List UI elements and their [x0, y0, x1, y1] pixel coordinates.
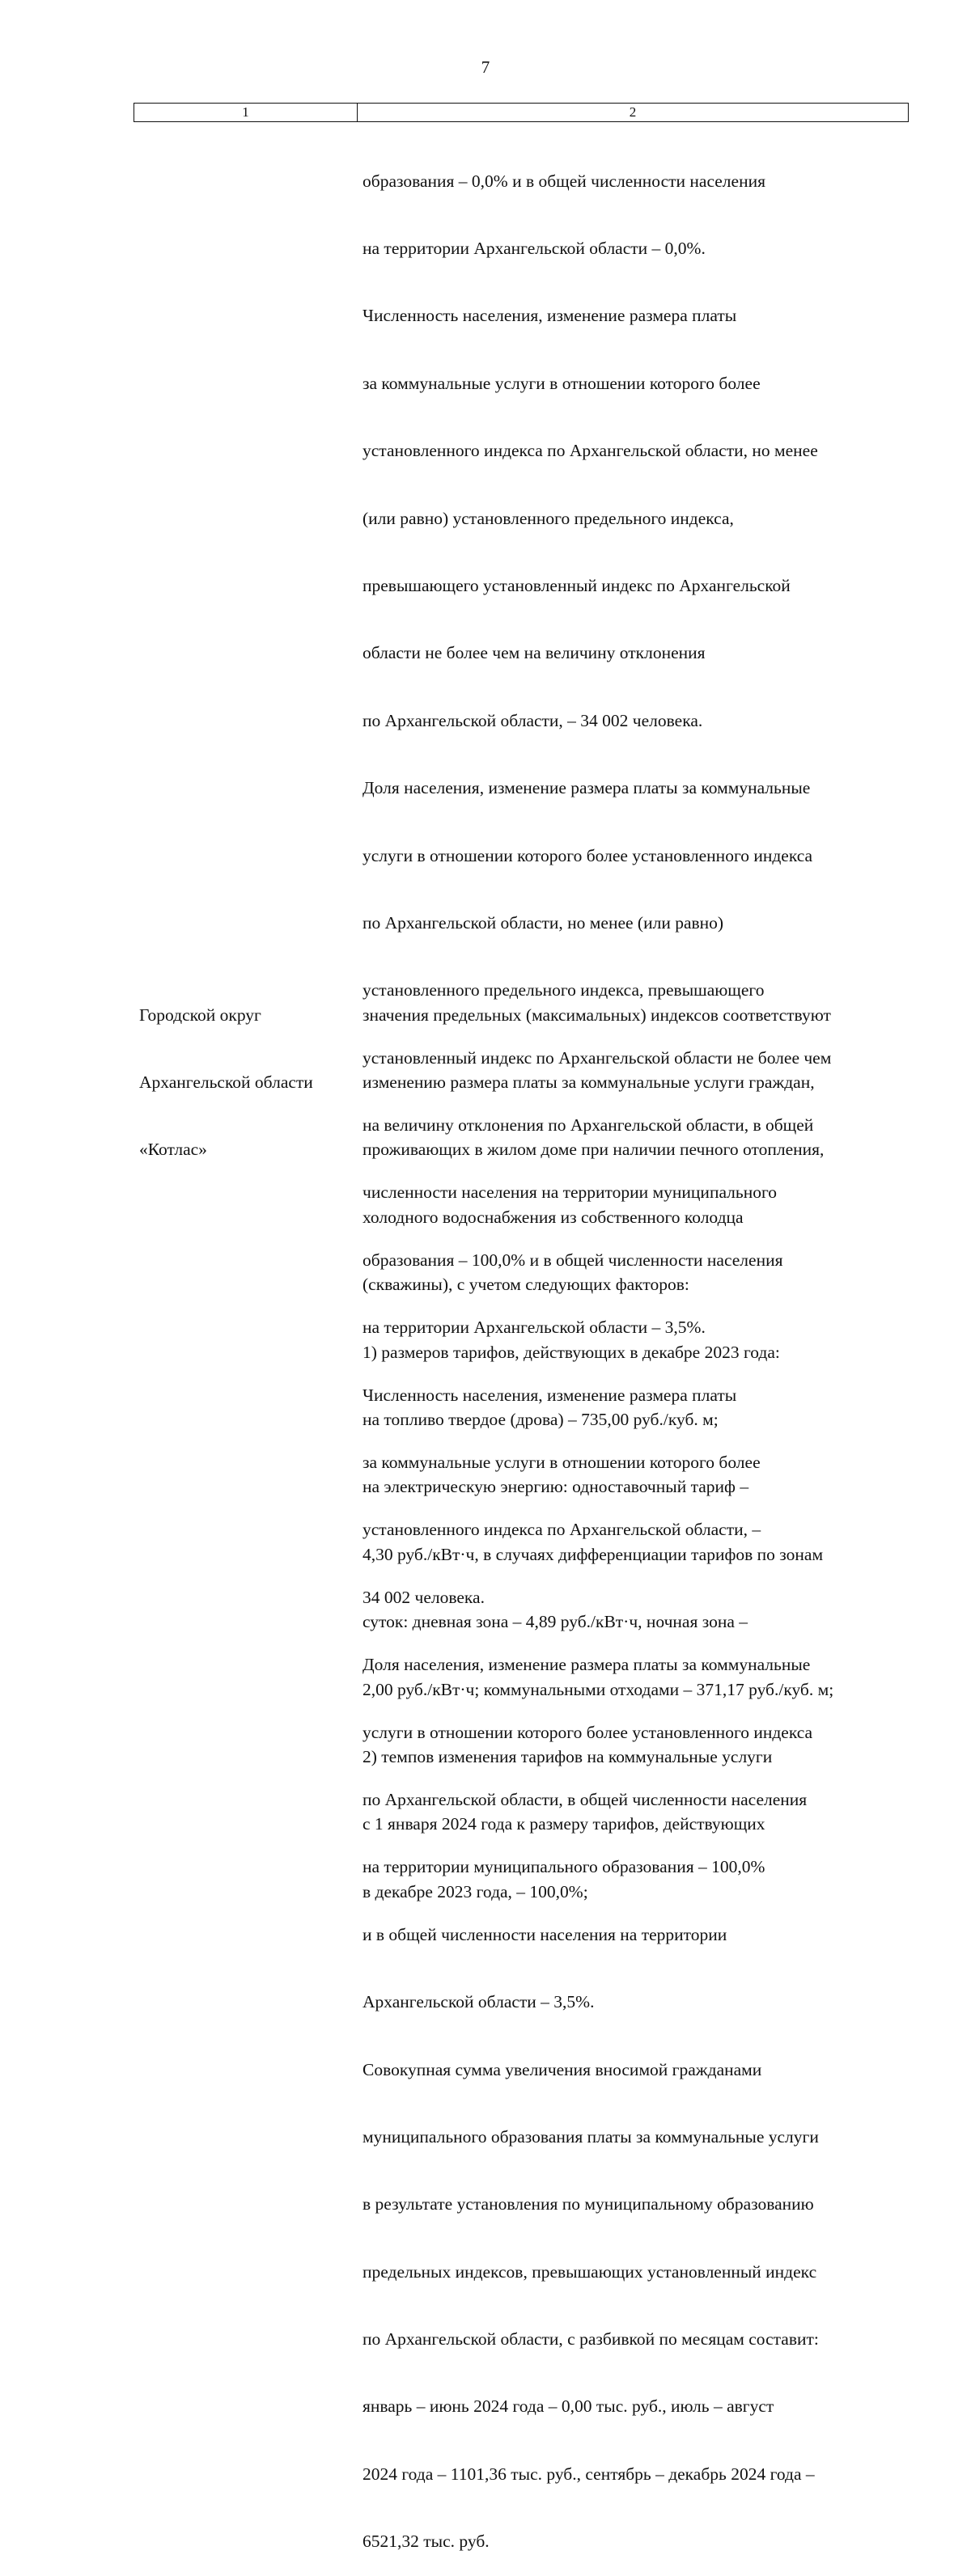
text-line: январь – июнь 2024 года – 0,00 тыс. руб., июль – август [363, 2396, 774, 2417]
text-line: (или равно) установленного предельного индекса, [363, 508, 734, 528]
text-line: 2,00 руб./кВт·ч; коммунальными отходами – 371,17 руб./куб. м; [363, 1679, 834, 1699]
text-line: по Архангельской области, но менее (или равно) [363, 912, 724, 933]
text-line: на территории Архангельской области – 0,0%. [363, 238, 706, 258]
table-header-col2: 2 [629, 104, 637, 120]
text-line: 4,30 руб./кВт·ч, в случаях дифференциации тарифов по зонам [363, 1544, 824, 1564]
text-line: холодного водоснабжения из собственного колодца [363, 1207, 744, 1227]
municipality-name-cell [139, 959, 358, 1184]
text-line: Совокупная сумма увеличения вносимой гражданами [363, 2059, 762, 2079]
text-line: изменению размера платы за коммунальные услуги граждан, [363, 1072, 815, 1092]
page-number: 7 [481, 57, 490, 77]
text-line: установленного индекса по Архангельской области, но менее [363, 441, 818, 461]
text-line: (скважины), с учетом следующих факторов: [363, 1275, 689, 1295]
table-header-row [134, 103, 909, 122]
text-line: и в общей численности населения на территории [363, 1924, 727, 1944]
text-line: на территории муниципального образования – 100,0% [363, 1857, 765, 1877]
text-line: установленного предельного индекса, превышающего [363, 980, 765, 1000]
text-line: за коммунальные услуги в отношении которого более [363, 373, 761, 393]
text-line: Архангельской области – 3,5%. [363, 1992, 595, 2012]
text-line: превышающего установленный индекс по Архангельской [363, 575, 791, 595]
text-line: области не более чем на величину отклонения [363, 643, 706, 663]
table-header-col1: 1 [134, 104, 358, 121]
text-line: услуги в отношении которого более установленного индекса [363, 845, 813, 865]
text-line: на территории Архангельской области – 3,5%. [363, 1318, 706, 1338]
text-line: 6521,32 тыс. руб. [363, 2532, 490, 2552]
municipality-name-line: Архангельской области [139, 1072, 313, 1092]
text-line: суток: дневная зона – 4,89 руб./кВт·ч, ночная зона – [363, 1612, 748, 1632]
text-line: Численность населения, изменение размера платы [363, 306, 737, 326]
text-line: по Архангельской области, с разбивкой по месяцам составит: [363, 2329, 819, 2350]
text-line: установленный индекс по Архангельской области не более чем [363, 1047, 832, 1068]
text-line: в декабре 2023 года, – 100,0%; [363, 1881, 588, 1901]
municipality-name-line: Городской округ [139, 1005, 261, 1025]
text-line: численности населения на территории муниципального [363, 1182, 778, 1203]
text-line: значения предельных (максимальных) индексов соответствуют [363, 1005, 831, 1025]
text-line: по Архангельской области, – 34 002 человека. [363, 710, 703, 730]
text-line: по Архангельской области, в общей численности населения [363, 1789, 808, 1809]
text-line: за коммунальные услуги в отношении которого более [363, 1453, 761, 1473]
text-line: Доля населения, изменение размера платы за коммунальные [363, 1655, 811, 1675]
kotlas-description-cell [363, 959, 913, 1926]
text-line: Доля населения, изменение размера платы за коммунальные [363, 778, 811, 798]
municipality-name-line: «Котлас» [139, 1140, 207, 1160]
text-line: с 1 января 2024 года к размеру тарифов, действующих [363, 1814, 765, 1834]
text-line: на величину отклонения по Архангельской области, в общей [363, 1115, 814, 1136]
text-line: муниципального образования платы за коммунальные услуги [363, 2126, 819, 2147]
text-line: на электрическую энергию: одноставочный тариф – [363, 1477, 749, 1497]
text-line: проживающих в жилом доме при наличии печного отопления, [363, 1140, 825, 1160]
text-line: 1) размеров тарифов, действующих в декабре 2023 года: [363, 1342, 780, 1362]
text-line: Численность населения, изменение размера платы [363, 1385, 737, 1405]
text-line: образования – 100,0% и в общей численности населения [363, 1250, 783, 1270]
text-line: в результате установления по муниципальному образованию [363, 2194, 814, 2214]
text-line: предельных индексов, превышающих установленный индекс [363, 2261, 817, 2282]
text-line: 34 002 человека. [363, 1587, 485, 1607]
text-line: услуги в отношении которого более установленного индекса [363, 1722, 813, 1742]
text-line: 2) темпов изменения тарифов на коммунальные услуги [363, 1746, 773, 1766]
text-line: 2024 года – 1101,36 тыс. руб., сентябрь – декабрь 2024 года – [363, 2464, 815, 2484]
text-line: на топливо твердое (дрова) – 735,00 руб./куб. м; [363, 1409, 719, 1429]
text-line: образования – 0,0% и в общей численности населения [363, 171, 765, 191]
text-line: установленного индекса по Архангельской области, – [363, 1520, 761, 1540]
